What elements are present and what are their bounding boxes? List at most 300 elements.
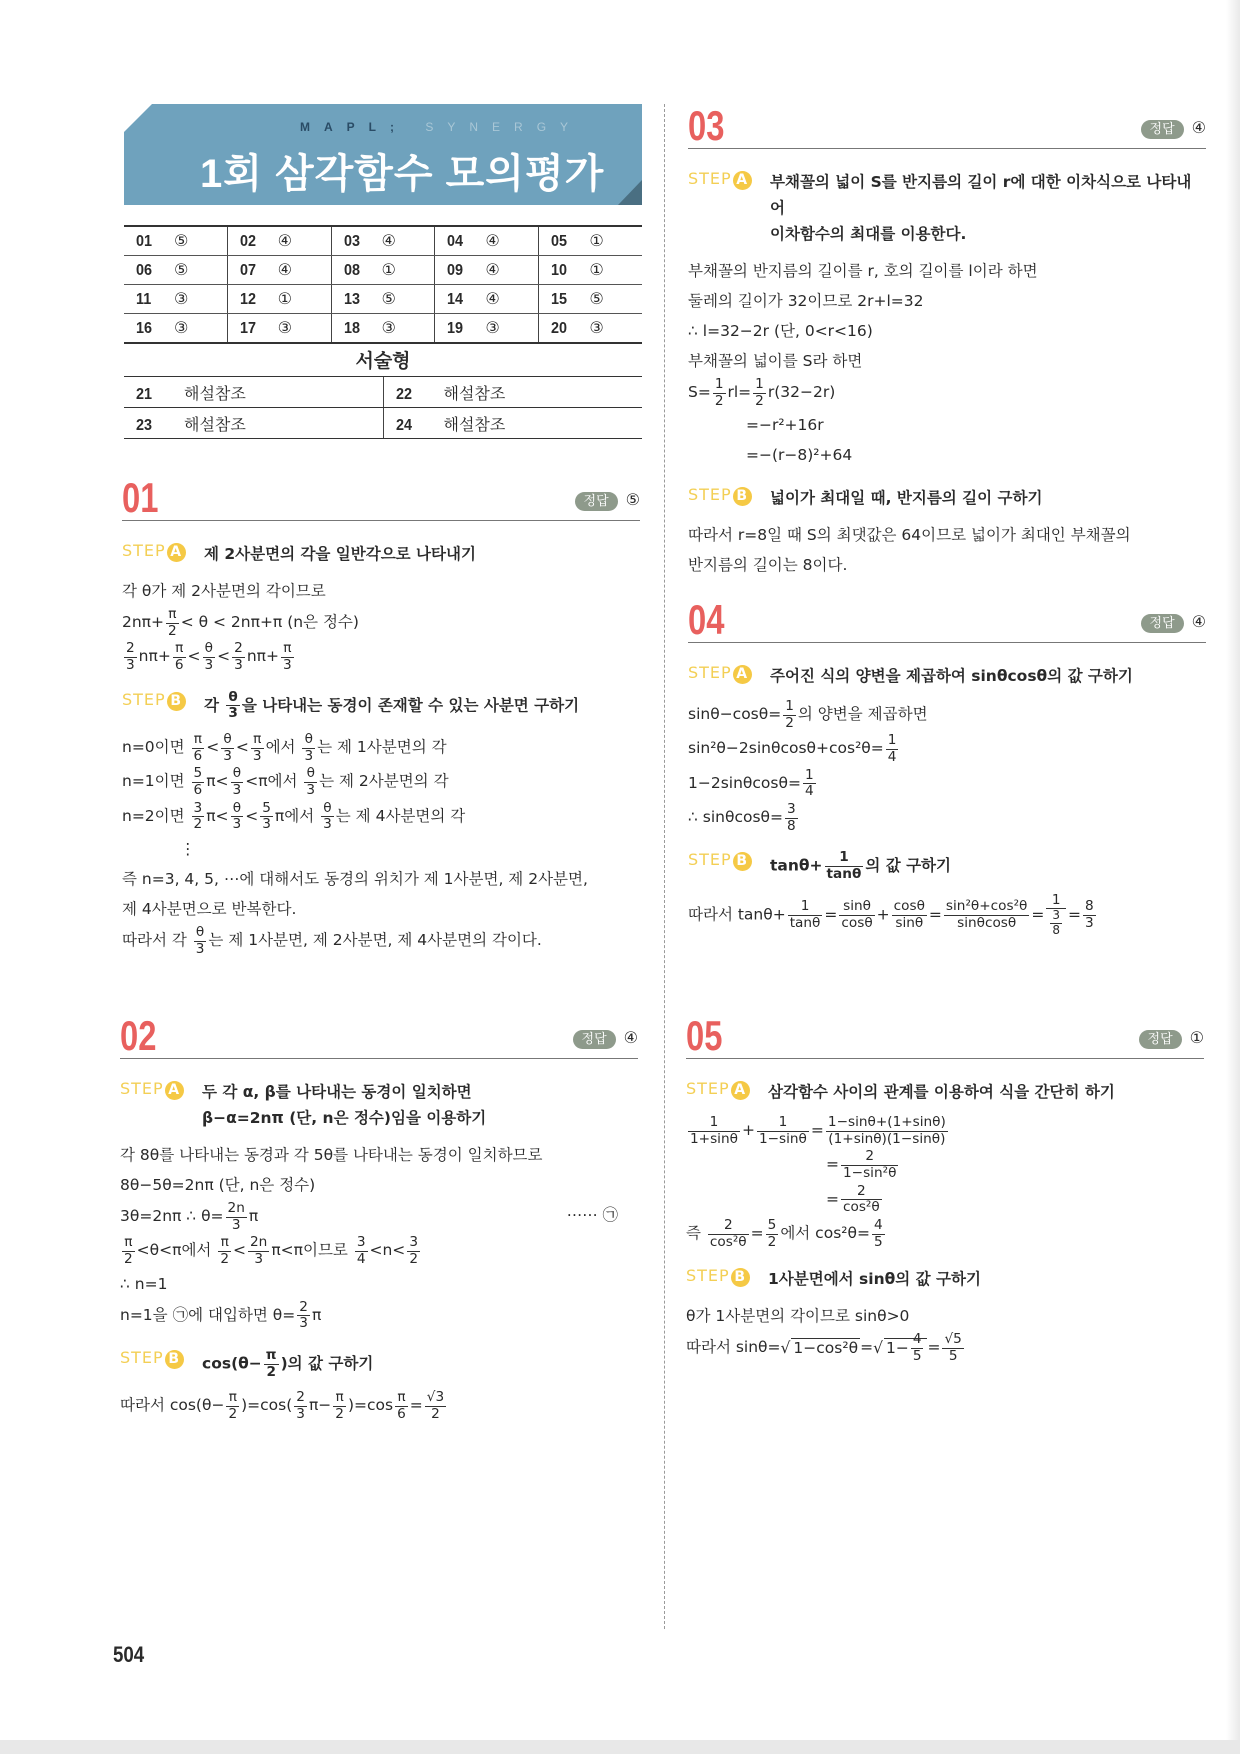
math-text: 2 [193, 816, 203, 833]
step-gap [122, 959, 640, 967]
math-text: θ [323, 799, 332, 816]
math-text: rl= [727, 383, 752, 402]
numerator [872, 1218, 885, 1235]
denominator [221, 749, 234, 765]
math-text: 3 [232, 816, 242, 833]
denominator [231, 817, 244, 833]
denominator [355, 1252, 368, 1268]
fraction [407, 1235, 420, 1267]
math-text: π [168, 606, 177, 622]
answer-cell [124, 285, 227, 314]
solution-02 [120, 1012, 638, 1433]
numerator [260, 801, 273, 818]
numerator [942, 1332, 963, 1349]
math-text: 3 [126, 657, 135, 674]
step-title-text [770, 485, 1042, 511]
question-number: 06 [136, 262, 153, 279]
step-title-text [768, 1079, 1115, 1105]
math-text: 4 [356, 1251, 366, 1268]
numerator [231, 801, 244, 818]
step-gap [686, 1252, 1204, 1260]
math-text: 는 제 4사분면의 각 [335, 806, 466, 825]
question-number: 14 [447, 291, 464, 308]
math-text: 2 [228, 1406, 238, 1423]
math-text: θ [304, 731, 313, 748]
answer-value: ① [1189, 1028, 1204, 1047]
answer-value: ③ [485, 318, 500, 337]
math-text: 3 [204, 657, 214, 674]
fraction [1050, 909, 1062, 938]
fraction [304, 766, 317, 798]
fraction [248, 1235, 269, 1267]
fraction [122, 1235, 135, 1267]
numerator [231, 766, 244, 783]
denominator [1046, 909, 1066, 938]
math-text: 부채꼴의 넓이 S를 반지름의 길이 r에 대한 이차식으로 나타내어 [770, 173, 1192, 217]
solution-line [122, 641, 640, 673]
math-text: π [283, 640, 292, 657]
numerator [803, 768, 816, 785]
numerator [886, 733, 899, 750]
fraction [826, 1115, 948, 1147]
solution-line [688, 551, 1206, 579]
solution-line [120, 1235, 638, 1267]
math-text: 3 [299, 1315, 308, 1332]
step-badge-b: B [733, 487, 752, 506]
fraction [302, 732, 315, 764]
step-heading [688, 169, 1206, 247]
denominator [218, 1252, 231, 1268]
denominator [395, 1407, 408, 1423]
math-text: π [193, 731, 202, 748]
denominator [260, 817, 273, 833]
fraction [231, 766, 244, 798]
step-heading [688, 663, 1206, 689]
math-text: <π에서 [245, 772, 303, 791]
math-text: n=1이면 [122, 772, 190, 791]
numerator [218, 1235, 231, 1252]
essay-cell [124, 377, 383, 408]
denominator [251, 749, 264, 765]
denominator [1083, 916, 1096, 932]
denominator [226, 1407, 239, 1423]
denominator [166, 624, 179, 640]
math-text: 3 [228, 705, 238, 722]
numerator [753, 377, 766, 394]
solution-line [688, 441, 1206, 469]
math-text: = [928, 905, 942, 924]
math-text: < [206, 738, 220, 757]
math-text: ∴ l=32−2r (단, 0<r<16) [688, 322, 873, 340]
answer-value: ③ [174, 318, 189, 337]
math-text: sinθ [843, 898, 871, 915]
denominator [281, 658, 294, 674]
title-line [770, 485, 1042, 511]
denominator [886, 750, 899, 766]
numerator [166, 607, 179, 624]
answer-cell [227, 285, 331, 314]
math-text: π [265, 1347, 277, 1364]
math-text: 3 [231, 1216, 241, 1233]
math-text: 이차함수의 최대를 이용한다. [770, 225, 967, 243]
fraction [785, 802, 798, 834]
math-text: 3 [306, 782, 316, 799]
denominator [297, 1316, 310, 1332]
math-text: 4 [887, 749, 897, 766]
math-text: 2 [857, 1182, 866, 1199]
fraction [803, 768, 816, 800]
numerator [264, 1348, 279, 1365]
answer-row [124, 314, 642, 344]
numerator [221, 732, 234, 749]
solution-line [122, 766, 640, 798]
denominator [226, 1218, 247, 1234]
math-text: 1 [755, 376, 764, 392]
math-text: θ가 1사분면의 각이므로 sinθ>0 [686, 1307, 910, 1326]
answer-badge: 정답 [1139, 1030, 1182, 1049]
fraction [892, 899, 927, 931]
fraction [321, 801, 334, 833]
math-text: 3 [254, 1251, 263, 1268]
section-header [120, 1012, 638, 1059]
math-text: = [810, 1121, 824, 1140]
denominator [911, 1349, 924, 1365]
denominator [194, 942, 207, 958]
math-text: sinθ [895, 914, 924, 931]
math-text: 1− [885, 1338, 909, 1357]
question-number: 07 [239, 262, 256, 279]
denominator [766, 1235, 779, 1251]
numerator [1083, 899, 1096, 916]
math-text: 넓이가 최대일 때, 반지름의 길이 구하기 [770, 489, 1043, 508]
math-text: 3 [252, 747, 262, 764]
essay-cell [124, 408, 383, 439]
step-label [122, 541, 204, 567]
numerator [226, 1201, 247, 1218]
fraction [911, 1332, 924, 1364]
fraction [251, 732, 264, 764]
fraction [425, 1390, 446, 1422]
math-text: )의 값 구하기 [280, 1354, 374, 1373]
denominator [407, 1252, 420, 1268]
math-text: 8 [1085, 898, 1094, 915]
math-text: 1+sinθ [690, 1130, 738, 1147]
math-text: 3 [234, 657, 243, 674]
fraction [166, 607, 179, 639]
fraction [192, 766, 205, 798]
math-text: (1+sinθ)(1−sinθ) [828, 1130, 946, 1147]
math-text: = [826, 1155, 839, 1174]
numerator [1050, 909, 1062, 924]
question-number: 12 [239, 291, 256, 308]
answer-row [124, 285, 642, 314]
math-text: θ [223, 731, 232, 748]
math-text: 각 θ가 제 2사분면의 각이므로 [122, 582, 326, 600]
numerator [826, 1115, 948, 1132]
fraction [839, 899, 874, 931]
math-text: 2 [723, 1217, 733, 1234]
solution-line [686, 1184, 1204, 1216]
answer-badge: 정답 [575, 492, 618, 511]
math-text: = [409, 1396, 423, 1415]
answer-value: ④ [277, 231, 292, 250]
solution-line [122, 865, 640, 893]
math-text: 2 [296, 1389, 305, 1406]
fraction [192, 732, 205, 764]
answer-value: ① [277, 289, 292, 308]
math-text: 4 [873, 1217, 883, 1234]
answer-cell [331, 314, 435, 344]
question-number: 23 [136, 416, 153, 434]
numerator [892, 899, 927, 916]
math-text: 8 [787, 817, 796, 834]
solution-line [122, 732, 640, 764]
step-badge-b: B [731, 1268, 750, 1287]
math-text: 2 [755, 392, 764, 409]
numerator [232, 641, 245, 658]
math-text: θ [195, 924, 205, 941]
math-text: tanθ [789, 914, 821, 931]
math-text: 6 [193, 782, 203, 799]
denominator [826, 1132, 948, 1148]
step-label [688, 663, 770, 689]
essay-row [124, 377, 642, 408]
step-word: STEP [688, 663, 732, 682]
solution-line [688, 287, 1206, 315]
denominator [803, 784, 816, 800]
step-word: STEP [122, 541, 166, 560]
numerator [757, 1115, 809, 1132]
title-line [770, 663, 1133, 689]
math-text: 2 [865, 1148, 875, 1165]
math-text: = [824, 905, 838, 924]
question-number: 16 [136, 320, 153, 337]
math-text: 2 [126, 640, 135, 657]
math-text: 5 [767, 1217, 777, 1234]
math-text: 2 [234, 640, 243, 657]
math-text: 5 [193, 765, 203, 782]
step-title-text [768, 1266, 981, 1292]
math-text: 따라서 r=8일 때 S의 최댓값은 64이므로 넓이가 최대인 부채꼴의 [688, 526, 1131, 545]
answer-cell [331, 256, 435, 285]
fraction [221, 732, 234, 764]
math-text: < [217, 647, 231, 666]
math-text: 5 [262, 799, 271, 816]
math-text: √3 [426, 1389, 445, 1406]
math-text: π [220, 1234, 229, 1251]
step-title-text [202, 1348, 373, 1380]
denominator [203, 658, 216, 674]
fraction [766, 1218, 779, 1250]
math-text: ∴ sinθcosθ= [688, 808, 784, 827]
step-badge-b: B [733, 852, 752, 871]
title-line [202, 1105, 486, 1131]
step-heading [120, 1079, 638, 1131]
numerator [302, 732, 315, 749]
sqrt-body [884, 1331, 928, 1365]
denominator [892, 916, 927, 932]
math-text: 2 [266, 1363, 276, 1380]
denominator [321, 817, 334, 833]
step-word: STEP [688, 485, 732, 505]
answer-cell [227, 314, 331, 344]
fraction [944, 899, 1029, 931]
sqrt-sign: √ [780, 1338, 791, 1357]
numerator [226, 690, 239, 707]
step-gap [686, 1367, 1204, 1375]
math-text: π [175, 640, 184, 657]
answer-row [124, 256, 642, 285]
fraction [757, 1115, 809, 1147]
step-label [688, 850, 770, 882]
math-text: 각 8θ를 나타내는 동경과 각 5θ를 나타내는 동경이 일치하므로 [120, 1146, 543, 1164]
denominator [302, 749, 315, 765]
answer-cell [331, 226, 435, 256]
math-text: sinθ−cosθ= [688, 705, 782, 724]
solution-line [688, 257, 1206, 285]
section-number: 04 [688, 596, 725, 643]
math-text: 4 [804, 783, 814, 800]
step-label [122, 690, 204, 722]
math-text: 2 [409, 1251, 418, 1268]
brand-synergy: SYNERGY [425, 120, 583, 134]
question-number: 21 [136, 385, 153, 403]
correct-answer [573, 1028, 638, 1049]
fraction [1046, 893, 1066, 938]
answer-cell [227, 256, 331, 285]
math-text: sin²θ+cos²θ [945, 898, 1028, 915]
essay-cell [383, 377, 642, 408]
fraction [281, 641, 294, 673]
math-text: 1 [778, 1114, 788, 1130]
math-text: 즉 n=3, 4, 5, ⋯에 대해서도 동경의 위치가 제 1사분면, 제 2사분면, [122, 870, 588, 889]
denominator [192, 817, 205, 833]
math-text: θ [306, 765, 315, 782]
math-text: 반지름의 길이는 8이다. [688, 556, 848, 575]
solution-line [120, 1171, 638, 1199]
question-number: 05 [551, 233, 568, 250]
math-text: π [253, 731, 262, 748]
math-text: ⋮ [180, 840, 196, 859]
title-line [202, 1348, 373, 1380]
answer-cell [124, 256, 227, 285]
answer-cell [435, 314, 539, 344]
fraction [226, 1201, 247, 1233]
step-badge-a: A [733, 171, 752, 190]
math-text: 2n [250, 1234, 268, 1251]
numerator [294, 1390, 307, 1407]
math-text: nπ+ [246, 647, 279, 666]
step-heading [686, 1079, 1204, 1105]
solution-line [122, 607, 640, 639]
numerator [333, 1390, 346, 1407]
solution-03 [688, 102, 1206, 589]
brand-mapl: MAPL; [300, 120, 408, 134]
numerator [192, 801, 205, 818]
fraction [788, 899, 823, 931]
math-text: 1 [785, 698, 794, 714]
math-text: 2 [767, 1233, 777, 1250]
answer-value: ④ [485, 231, 500, 250]
answer-cell [124, 314, 227, 344]
denominator [708, 1235, 749, 1251]
fraction [260, 801, 273, 833]
math-text: < [235, 738, 249, 757]
question-number: 13 [343, 291, 360, 308]
denominator [783, 716, 796, 732]
solution-line [688, 768, 1206, 800]
denominator [839, 916, 874, 932]
answer-value: ④ [1191, 118, 1206, 137]
denominator [788, 916, 823, 932]
numerator [395, 1390, 408, 1407]
step-label [686, 1266, 768, 1292]
denominator [248, 1252, 269, 1268]
math-text: = [750, 1224, 764, 1243]
math-text: π [397, 1389, 406, 1406]
math-text: 따라서 tanθ+ [688, 905, 786, 924]
step-heading [122, 541, 640, 567]
solution-line [688, 411, 1206, 439]
math-text: )=cos [347, 1396, 394, 1415]
fraction [294, 1390, 307, 1422]
math-text: π [228, 1389, 237, 1406]
solution-line [122, 577, 640, 605]
math-text: 3 [323, 816, 332, 833]
math-text: π− [308, 1396, 332, 1415]
question-number: 22 [395, 385, 412, 403]
math-text: cos²θ [843, 1199, 880, 1216]
question-number: 02 [239, 233, 256, 250]
answer-value: ④ [485, 289, 500, 308]
denominator [192, 783, 205, 799]
math-text: 3 [296, 1406, 305, 1423]
math-text: = [1068, 905, 1082, 924]
math-text: 1−sin²θ [843, 1165, 897, 1182]
math-text: <n< [369, 1241, 406, 1260]
step-title-text [204, 541, 476, 567]
fraction [872, 1218, 885, 1250]
correct-answer [1139, 1028, 1204, 1049]
answer-value: ① [381, 260, 396, 279]
fraction [226, 690, 239, 722]
answer-badge: 정답 [1141, 120, 1184, 139]
fraction [192, 801, 205, 833]
answer-value: ⑤ [174, 231, 189, 250]
solution-line [120, 1141, 638, 1169]
answer-value: ④ [485, 260, 500, 279]
numerator [1046, 893, 1066, 910]
section-number: 02 [120, 1012, 157, 1059]
math-text: 1−cos²θ [793, 1338, 859, 1357]
denominator [232, 658, 245, 674]
answer-value: ① [589, 231, 604, 250]
answer-badge: 정답 [1141, 614, 1184, 633]
math-text: 1−sinθ [758, 1130, 807, 1147]
math-text: + [741, 1121, 755, 1140]
numerator [688, 1115, 740, 1132]
math-text: 1 [1051, 891, 1061, 908]
math-text: 5 [873, 1233, 883, 1250]
math-text: 1사분면에서 sinθ의 값 구하기 [768, 1270, 981, 1289]
step-label [120, 1348, 202, 1380]
answer-cell [435, 285, 539, 314]
math-text: π [311, 1305, 322, 1324]
solution-line [686, 1332, 1204, 1364]
math-text: 3 [304, 747, 314, 764]
math-text: 1−sinθ+(1+sinθ) [827, 1114, 946, 1130]
math-text: 제 2사분면의 각을 일반각으로 나타내기 [204, 545, 476, 563]
